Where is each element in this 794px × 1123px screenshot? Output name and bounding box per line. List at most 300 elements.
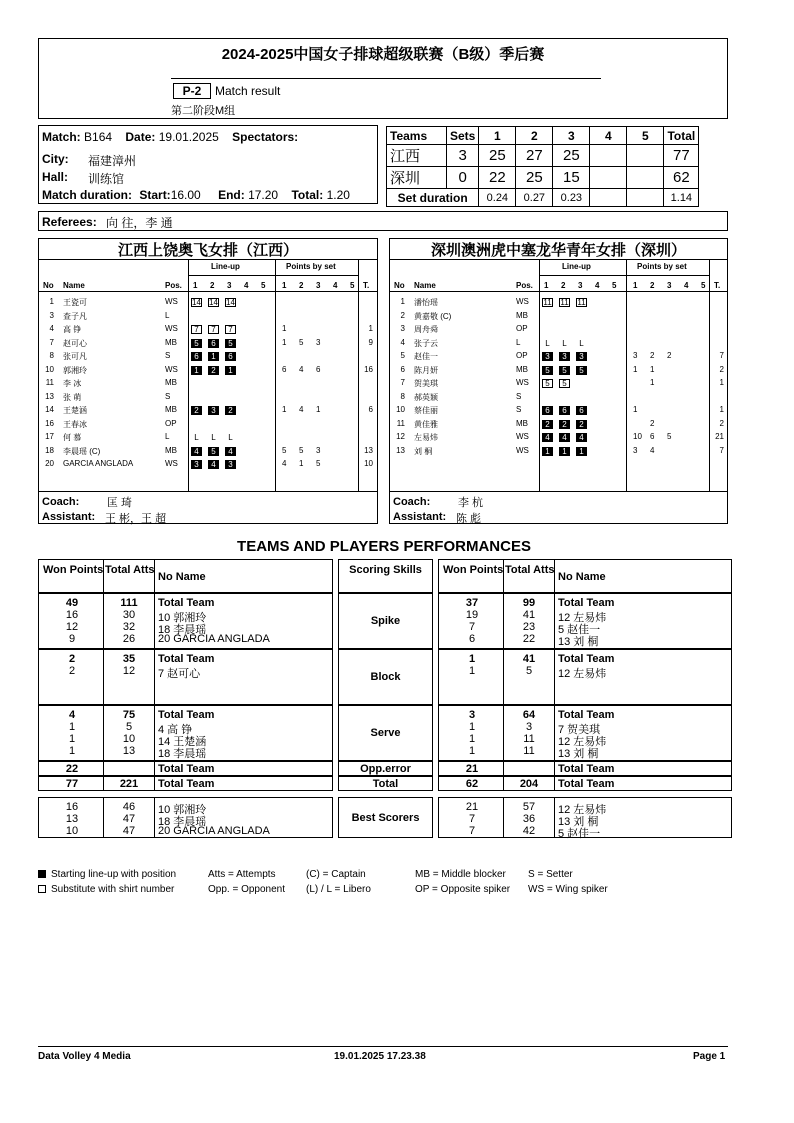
results-header: 4 [590,127,627,145]
sets-won: 0 [447,167,479,189]
legend-starting [38,869,176,880]
set-score: 25 [479,145,516,167]
divider [554,777,555,790]
player-position: S [165,351,171,360]
player-total: 9 [368,337,373,347]
divider [188,275,358,276]
player-position: WS [165,459,178,468]
team-b-perf-header [438,559,732,593]
skill-block [338,649,433,705]
total-atts: 111 [120,597,138,609]
skill-spike [338,593,433,649]
divider [503,560,504,592]
player-row [39,419,377,431]
divider [154,777,155,790]
player-number: 3 [400,324,405,333]
lineup-cell: 1 [559,447,570,456]
lineup-cell: 7 [191,325,202,334]
player-label: 10 郭湘玲 [158,804,207,816]
won-points: 22 [65,763,79,775]
pos-header: Pos. [516,281,533,290]
set-duration: 0.23 [553,189,590,207]
lineup-cell: L [562,338,567,348]
player-number: 6 [400,364,405,374]
coach-name: 李 杭 [458,497,484,509]
referees-value: 向 往，李 通 [106,216,173,230]
set-duration: 0.24 [479,189,516,207]
total-atts: 26 [122,633,136,645]
player-position: WS [165,364,178,374]
lineup-header: Line-up [562,262,591,271]
points-cell: 1 [299,459,304,468]
player-row [39,365,377,377]
player-total: 1 [719,405,724,414]
player-row [39,459,377,471]
lineup-cell: L [228,433,233,442]
player-name: 郝英颖 [414,392,438,402]
divider [103,706,104,760]
lineup-cell: 5 [542,379,553,388]
lineup-cell: 3 [208,406,219,415]
player-row [39,338,377,350]
player-number: 7 [400,378,405,387]
skill-name: Block [370,671,401,683]
player-name: 贺美琪 [414,379,438,388]
divider [103,650,104,704]
results-header: Sets [447,127,479,145]
legend-text: Starting line-up with position [51,869,177,880]
set-col-header: 4 [244,281,249,290]
lineup-cell: 14 [192,298,201,307]
won-points: 7 [468,621,476,633]
player-number: 1 [49,297,54,306]
legend-text: OP = Opposite spiker [415,884,511,895]
player-number: 14 [45,405,54,414]
lineup-cell: 4 [576,433,587,442]
divider [103,560,104,592]
lineup-header: Line-up [211,262,240,271]
player-number: 8 [400,391,405,401]
total-atts: 13 [122,745,136,757]
divider [154,594,155,648]
hall-line [42,170,125,186]
stage-label: 第二阶段M组 [171,105,236,117]
divider [503,594,504,648]
team-name: 深圳 [387,167,447,189]
total-points: 77 [664,145,699,167]
player-label: 13 刘 桐 [558,748,599,760]
hall-value: 训练馆 [88,172,125,186]
player-row [39,311,377,323]
points-cell: 5 [282,445,287,455]
divider [554,798,555,837]
points-cell: 1 [282,405,287,414]
player-name: 赵可心 [63,338,87,348]
set-duration-label: Set duration [387,189,479,207]
set-col-header: 3 [578,281,583,290]
skill-best-scorers [338,797,433,838]
total-atts: 11 [523,745,535,757]
lineup-cell: 2 [576,420,587,429]
lineup-cell: 2 [542,420,553,429]
player-label: 12 左易炜 [558,612,607,624]
filled-square-icon [38,870,46,878]
set-col-header: 5 [350,281,355,290]
legend [38,869,738,899]
total-atts: 23 [522,621,536,633]
won-points-header: Won Points [443,564,504,576]
total-atts: 47 [122,825,136,837]
player-number: 10 [396,405,405,414]
player-name: 何 慕 [63,433,82,442]
total-atts: 41 [522,653,536,665]
player-number: 20 [45,459,54,468]
player-position: MB [516,310,528,320]
player-number: 13 [45,391,54,401]
points-cell: 4 [282,459,287,468]
points-cell: 1 [650,378,655,387]
lineup-cell: 1 [225,366,236,375]
points-cell: 1 [282,324,287,333]
lineup-cell: L [211,433,216,442]
total-atts: 32 [122,621,136,633]
lineup-cell: 1 [208,352,219,361]
results-row [387,167,699,189]
city-value: 福建漳州 [88,154,137,168]
divider [390,291,727,292]
lineup-cell: 1 [542,447,553,456]
won-points-header: Won Points [43,564,104,576]
won-points: 1 [468,733,476,745]
set-score: 25 [516,167,553,189]
player-row [39,432,377,444]
points-cell: 5 [299,445,304,455]
set-col-header: 5 [701,281,706,290]
points-cell: 3 [633,351,638,360]
player-label: 12 左易炜 [558,736,607,748]
team-a-spike-block [38,593,333,649]
player-row [39,297,377,309]
divider [39,259,377,260]
player-total: 16 [364,364,373,374]
match-line [42,130,298,144]
total-header: T. [363,281,370,290]
player-name: 高 铮 [63,325,82,334]
coach-name: 匡 琦 [107,497,133,509]
set-duration: 0.27 [516,189,553,207]
player-position: L [516,337,521,347]
legend-text: Opp. = Opponent [208,884,286,895]
divider [103,594,104,648]
set-col-header: 2 [210,281,215,290]
lineup-cell: 7 [225,325,236,334]
sets-won: 3 [447,145,479,167]
player-number: 2 [400,310,405,320]
points-cell: 3 [316,337,321,347]
total-atts-header: Total Atts [505,564,555,576]
player-row [390,324,727,336]
legend-text: Substitute with shirt number [51,884,175,895]
player-position: WS [516,297,529,306]
lineup-cell: 5 [576,366,587,375]
player-name: 张子云 [414,338,438,348]
player-position: OP [165,418,177,428]
player-number: 7 [49,337,54,347]
legend-text: S = Setter [528,869,573,880]
player-total: 7 [719,445,724,455]
skill-name: Best Scorers [351,812,420,824]
won-points: 7 [468,813,476,825]
start-time: 16.00 [170,188,201,202]
total-atts: 11 [523,733,535,745]
won-points: 7 [468,825,476,837]
won-points: 16 [65,609,79,621]
player-position: MB [165,445,177,455]
divider [103,798,104,837]
total-atts: 75 [122,709,136,721]
empty-square-icon [38,885,46,893]
player-total: 6 [368,405,373,414]
player-label: 7 贺美琪 [558,724,601,736]
no-header: No [43,281,54,290]
won-points: 1 [68,733,76,745]
lineup-cell: L [545,338,550,348]
skill-name: Total [372,778,399,790]
city-line [42,152,137,168]
set-col-header: 1 [633,281,638,290]
player-name: 蔡佳丽 [414,406,438,415]
player-position: OP [516,351,528,360]
pos-header: Pos. [165,281,182,290]
name-header: Name [414,281,436,290]
team-b-block-block [438,649,732,705]
player-name: 查子凡 [63,311,87,321]
player-position: S [165,391,171,401]
lineup-cell: 6 [225,352,236,361]
team-b-roster [389,238,728,524]
divider [154,706,155,760]
player-name: 张可凡 [63,352,87,361]
player-name: 王春冰 [63,419,87,429]
player-label: 5 赵佳一 [558,624,601,636]
lineup-cell: 3 [576,352,587,361]
player-number: 11 [45,378,54,387]
player-name: 黄佳雅 [414,419,438,429]
player-number: 4 [400,337,405,347]
lineup-cell: 5 [559,379,570,388]
player-name: 刘 桐 [414,446,433,456]
results-header-row [387,127,699,145]
won-points: 9 [68,633,76,645]
skill-serve [338,705,433,761]
lineup-cell: 6 [191,352,202,361]
player-number: 13 [396,445,405,455]
player-number: 5 [400,351,405,360]
player-label: Total Team [558,778,615,790]
player-label: 7 赵可心 [158,668,201,680]
player-label: 18 李晨瑶 [158,748,207,760]
lineup-cell: 3 [542,352,553,361]
points-cell: 5 [667,432,672,441]
scoring-skills-header: Scoring Skills [349,564,422,576]
won-points: 3 [468,709,476,721]
lineup-cell: 14 [226,298,235,307]
skill-name: Serve [370,727,401,739]
divider [503,762,504,775]
results-header: 5 [627,127,664,145]
set-score [627,167,664,189]
hall-label: Hall: [42,170,69,184]
set-col-header: 2 [650,281,655,290]
player-name: 李 冰 [63,379,82,388]
lineup-cell: 2 [191,406,202,415]
divider [554,706,555,760]
points-cell: 1 [650,364,655,374]
skills-header [338,559,433,593]
won-points: 4 [68,709,76,721]
player-label: Total Team [158,653,215,665]
report-code: P-2 [173,83,211,99]
legend-text: (C) = Captain [306,869,366,880]
player-total: 1 [719,378,724,387]
player-position: WS [516,432,529,441]
match-label: Match: [42,130,81,144]
set-duration [627,189,664,207]
total-atts: 5 [525,665,533,677]
set-col-header: 3 [227,281,232,290]
team-name: 深圳澳洲虎中塞龙华青年女排（深圳） [430,242,686,259]
points-cell: 2 [650,418,655,428]
points-header: Points by set [286,262,336,271]
total-atts-header: Total Atts [105,564,155,576]
set-col-header: 1 [193,281,198,290]
player-name: 黄嘉敬 (C) [414,311,452,321]
referees-label: Referees: [42,215,97,229]
won-points: 13 [65,813,79,825]
player-number: 8 [49,351,54,360]
player-name: 陈月妍 [414,365,438,375]
results-header: 2 [516,127,553,145]
player-row [390,297,727,309]
player-name: 王楚涵 [63,406,87,415]
skill-name: Opp.error [360,763,411,775]
results-header: Total [664,127,699,145]
points-cell: 5 [299,337,304,347]
set-col-header: 5 [612,281,617,290]
player-number: 10 [45,364,54,374]
footer-rule [38,1046,728,1047]
player-label: 5 赵佳一 [558,828,601,840]
legend-text: MB = Middle blocker [415,869,506,880]
duration-line [42,188,350,202]
set-duration [590,189,627,207]
lineup-cell: 1 [191,366,202,375]
player-position: MB [516,364,528,374]
match-number: B164 [84,130,113,144]
divider [154,762,155,775]
no-name-header: No Name [158,571,206,583]
lineup-cell: 11 [560,298,569,307]
player-position: S [516,391,522,401]
won-points: 21 [465,801,479,813]
player-position: MB [516,418,528,428]
divider [503,706,504,760]
assistant-label: Assistant: [393,511,447,523]
player-label: Total Team [558,763,615,775]
player-number: 11 [396,418,405,428]
legend-text: Atts = Attempts [208,869,276,880]
total-atts: 35 [122,653,136,665]
won-points: 49 [65,597,79,609]
results-header: Teams [387,127,447,145]
player-position: WS [516,445,529,455]
player-row [39,392,377,404]
points-cell: 1 [316,405,321,414]
lineup-cell: 6 [559,406,570,415]
set-col-header: 3 [316,281,321,290]
player-number: 1 [400,297,405,306]
points-cell: 1 [633,364,638,374]
total-duration: 1.14 [664,189,699,207]
lineup-cell: 11 [577,298,586,307]
set-score [590,167,627,189]
total-atts: 99 [522,597,536,609]
player-number: 17 [45,432,54,441]
footer-page: Page 1 [693,1051,726,1062]
player-label: 14 王楚涵 [158,736,207,748]
set-score: 25 [553,145,590,167]
player-total: 21 [715,432,724,441]
player-row [390,419,727,431]
match-info-box [38,125,378,204]
total-header: T. [714,281,721,290]
lineup-cell: L [194,433,199,442]
lineup-cell: 4 [542,433,553,442]
team-b-total [438,776,732,791]
name-header: Name [63,281,85,290]
won-points: 19 [465,609,479,621]
assistant-name: 陈 彪 [456,513,482,525]
total-label: Total: [291,188,324,202]
header-divider [171,78,601,79]
results-header: 3 [553,127,590,145]
player-label: 18 李晨瑶 [158,816,207,828]
player-position: MB [165,337,177,347]
total-atts: 204 [519,778,539,790]
lineup-cell: 7 [208,325,219,334]
points-cell: 2 [650,351,655,360]
team-a-opp-error [38,761,333,776]
won-points: 1 [468,653,476,665]
points-cell: 10 [633,432,642,441]
total-atts: 12 [122,665,136,677]
results-row [387,145,699,167]
set-score: 27 [516,145,553,167]
player-label: Total Team [158,763,215,775]
player-row [390,311,727,323]
no-name-header: No Name [558,571,606,583]
footer-left: Data Volley 4 Media [38,1051,131,1062]
player-label: 13 刘 桐 [558,636,599,648]
match-date: 19.01.2025 [158,130,219,144]
total-duration: 1.20 [326,188,350,202]
player-position: WS [516,378,529,387]
player-name: 赵佳一 [414,352,438,361]
player-label: 13 刘 桐 [558,816,599,828]
player-label: 20 GARCIA ANGLADA [158,825,270,837]
won-points: 2 [68,665,76,677]
lineup-cell: 6 [542,406,553,415]
